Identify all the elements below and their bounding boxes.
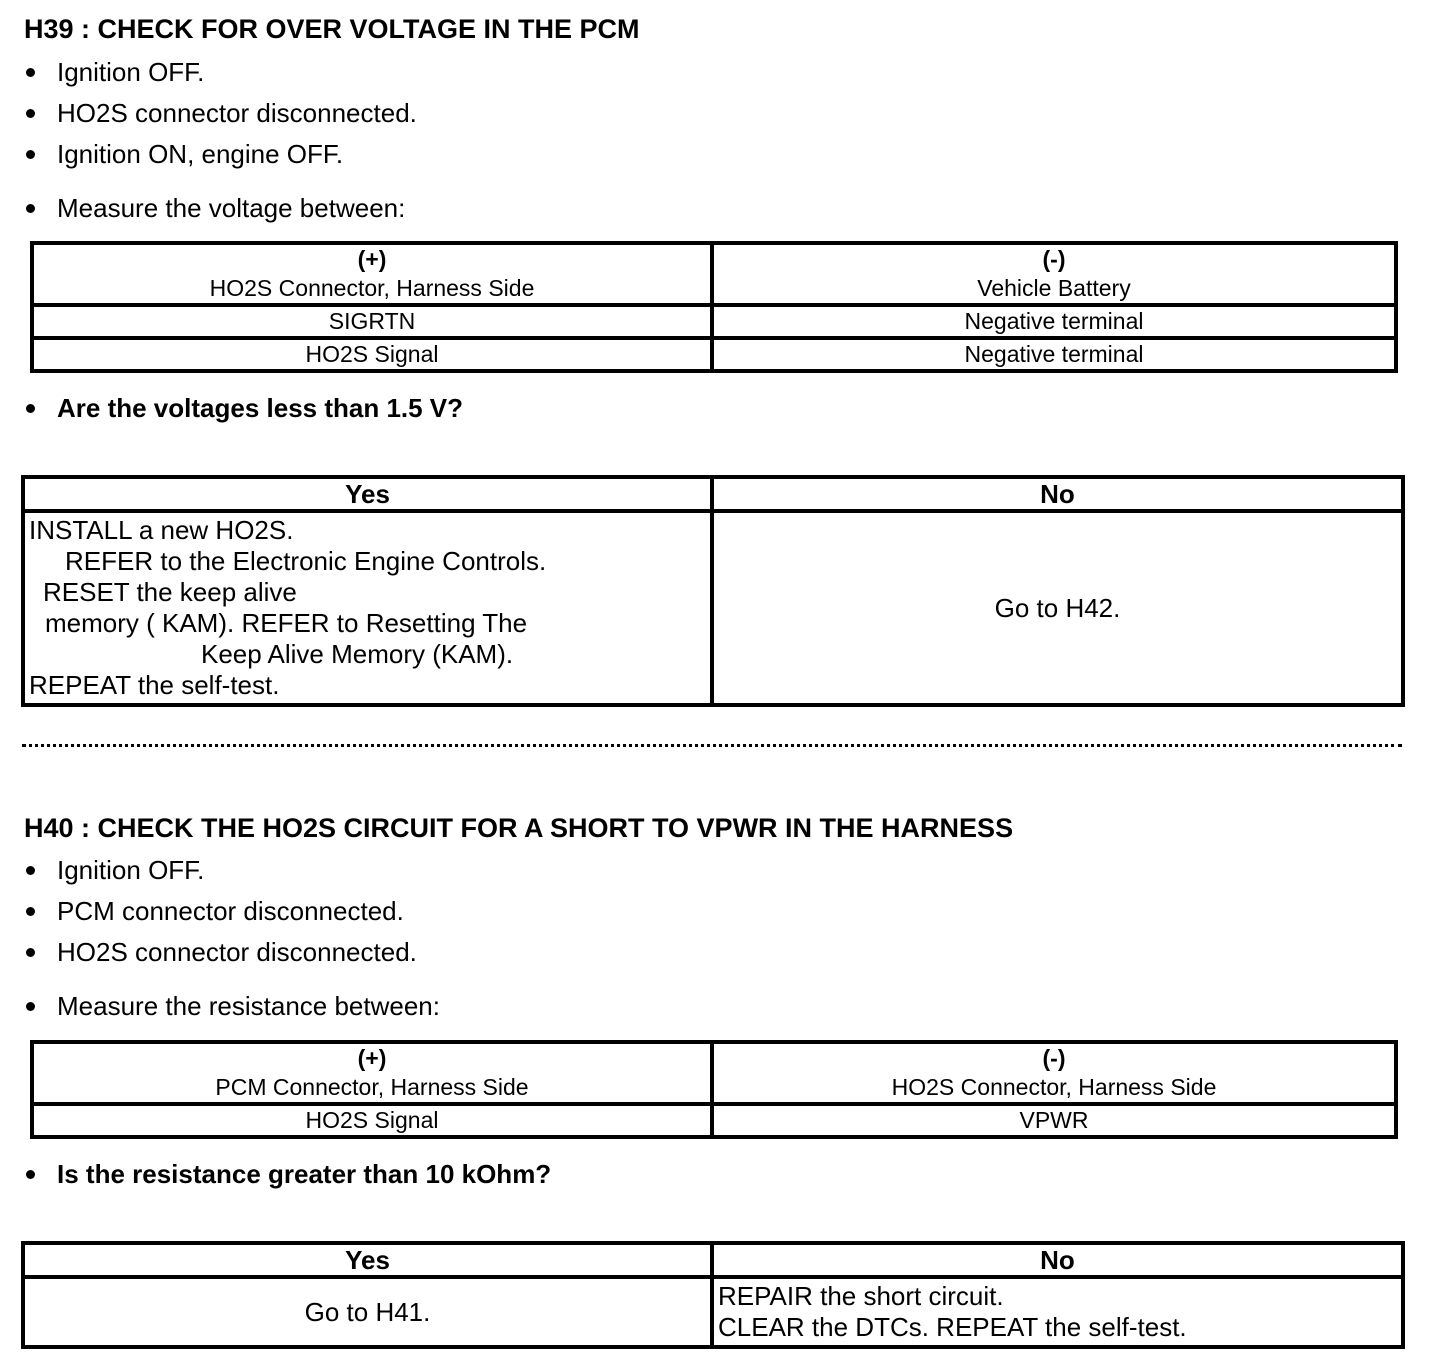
bullet-icon (26, 204, 35, 213)
plus-header: (+) PCM Connector, Harness Side (32, 1042, 712, 1104)
yes-header: Yes (23, 1243, 712, 1277)
table-row: SIGRTN Negative terminal (32, 305, 1396, 338)
h39-step-1: Ignition OFF. (26, 57, 204, 88)
bullet-icon (26, 68, 35, 77)
h40-measure-table (30, 1040, 1398, 1139)
yes-header: Yes (23, 477, 712, 511)
plus-header: (+) HO2S Connector, Harness Side (32, 243, 712, 305)
bullet-icon (26, 109, 35, 118)
no-header: No (712, 477, 1403, 511)
h40-title: H40 : CHECK THE HO2S CIRCUIT FOR A SHORT TO VPWR IN THE HARNESS (24, 813, 1014, 843)
bullet-icon (26, 1002, 35, 1011)
h40-step-2: PCM connector disconnected. (26, 896, 404, 927)
minus-header: (-) Vehicle Battery (712, 243, 1396, 305)
h39-question: Are the voltages less than 1.5 V? (26, 393, 463, 424)
bullet-icon (26, 948, 35, 957)
table-row: HO2S Signal Negative terminal (32, 338, 1396, 371)
h39-measure-instruction: Measure the voltage between: (26, 193, 405, 224)
no-header: No (712, 1243, 1403, 1277)
h40-measure-instruction: Measure the resistance between: (26, 991, 440, 1022)
section-divider (22, 744, 1402, 747)
bullet-icon (26, 1170, 35, 1179)
bullet-icon (26, 907, 35, 916)
no-action: REPAIR the short circuit. CLEAR the DTCs. REPEAT the self-test. (712, 1277, 1403, 1347)
h39-step-3: Ignition ON, engine OFF. (26, 139, 343, 170)
no-action: Go to H42. (712, 511, 1403, 705)
h40-question: Is the resistance greater than 10 kOhm? (26, 1159, 551, 1190)
h40-decision-table (21, 1241, 1405, 1349)
h40-step-3: HO2S connector disconnected. (26, 937, 417, 968)
minus-header: (-) HO2S Connector, Harness Side (712, 1042, 1396, 1104)
yes-action: Go to H41. (23, 1277, 712, 1347)
bullet-icon (26, 150, 35, 159)
yes-action: INSTALL a new HO2S. REFER to the Electronic Engine Controls. RESET the keep alive memory ( KAM). REFER to Resetting The Keep Alive Memory (KAM). REPEAT the self-test. (23, 511, 712, 705)
h40-step-1: Ignition OFF. (26, 855, 204, 886)
h39-title: H39 : CHECK FOR OVER VOLTAGE IN THE PCM (24, 14, 640, 44)
h39-decision-table (21, 475, 1405, 707)
h39-step-2: HO2S connector disconnected. (26, 98, 417, 129)
bullet-icon (26, 404, 35, 413)
h39-measure-table (30, 241, 1398, 373)
bullet-icon (26, 866, 35, 875)
table-row: HO2S Signal VPWR (32, 1104, 1396, 1137)
